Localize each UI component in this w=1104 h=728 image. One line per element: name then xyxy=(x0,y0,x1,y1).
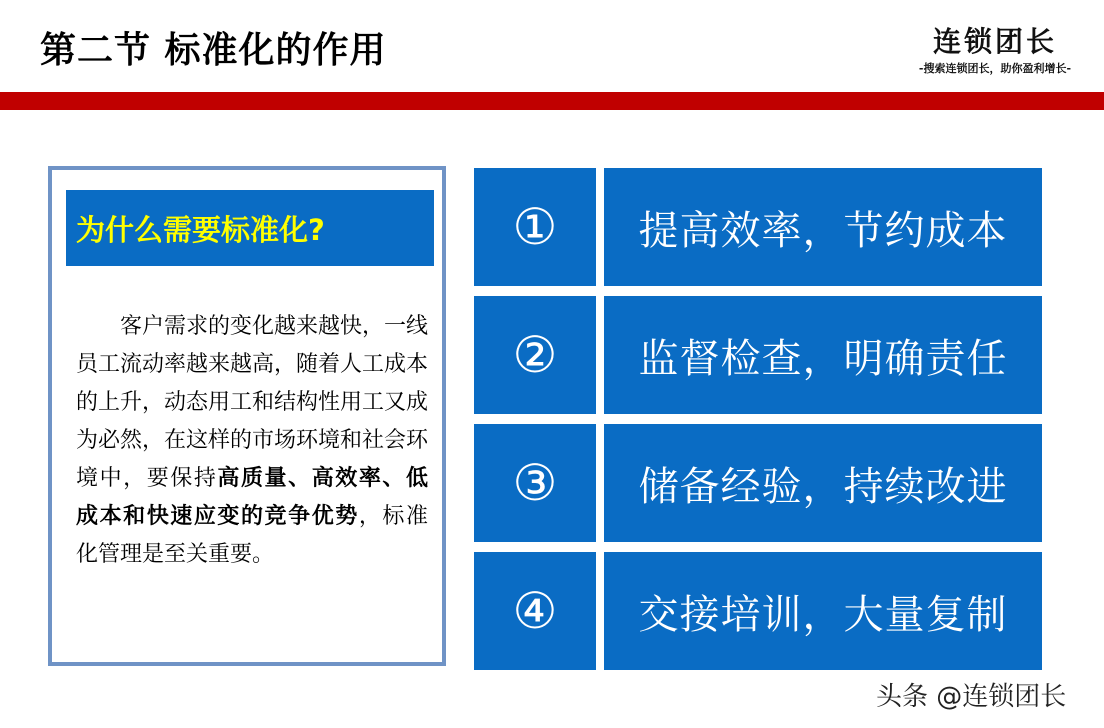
benefit-text: 监督检查，明确责任 xyxy=(604,296,1042,414)
benefit-item xyxy=(474,552,1044,670)
benefit-number: ② xyxy=(474,296,596,414)
brand-slogan: -搜索连锁团长，助你盈利增长- xyxy=(918,62,1072,75)
benefit-item xyxy=(474,296,1044,414)
benefit-number: ③ xyxy=(474,424,596,542)
header-divider-band xyxy=(0,92,1104,110)
benefit-text: 储备经验，持续改进 xyxy=(604,424,1042,542)
benefit-number: ④ xyxy=(474,552,596,670)
body-text-bold: 高质量、高效率、低成本和快速应变的竞争优势 xyxy=(76,466,428,529)
benefit-item xyxy=(474,424,1044,542)
page-title: 第二节 标准化的作用 xyxy=(40,30,387,71)
benefit-text: 交接培训，大量复制 xyxy=(604,552,1042,670)
brand-logo-text: 连锁团长 xyxy=(932,25,1057,58)
panel-header xyxy=(66,190,434,266)
body-text-part2: ，标准化管理是至关重要。 xyxy=(76,504,428,567)
why-standardize-panel xyxy=(48,166,446,666)
body-text-part1: 客户需求的变化越来越快，一线员工流动率越来越高，随着人工成本的上升，动态用工和结构性用工又成为必然，在这样的市场环境和社会环境中，要保持 xyxy=(76,314,429,491)
panel-heading: 为什么需要标准化? xyxy=(76,212,325,247)
panel-body-text xyxy=(76,308,428,574)
benefit-text: 提高效率，节约成本 xyxy=(604,168,1042,286)
benefit-number: ① xyxy=(474,168,596,286)
watermark-text: 头条 @连锁团长 xyxy=(876,682,1067,712)
benefit-item xyxy=(474,168,1044,286)
